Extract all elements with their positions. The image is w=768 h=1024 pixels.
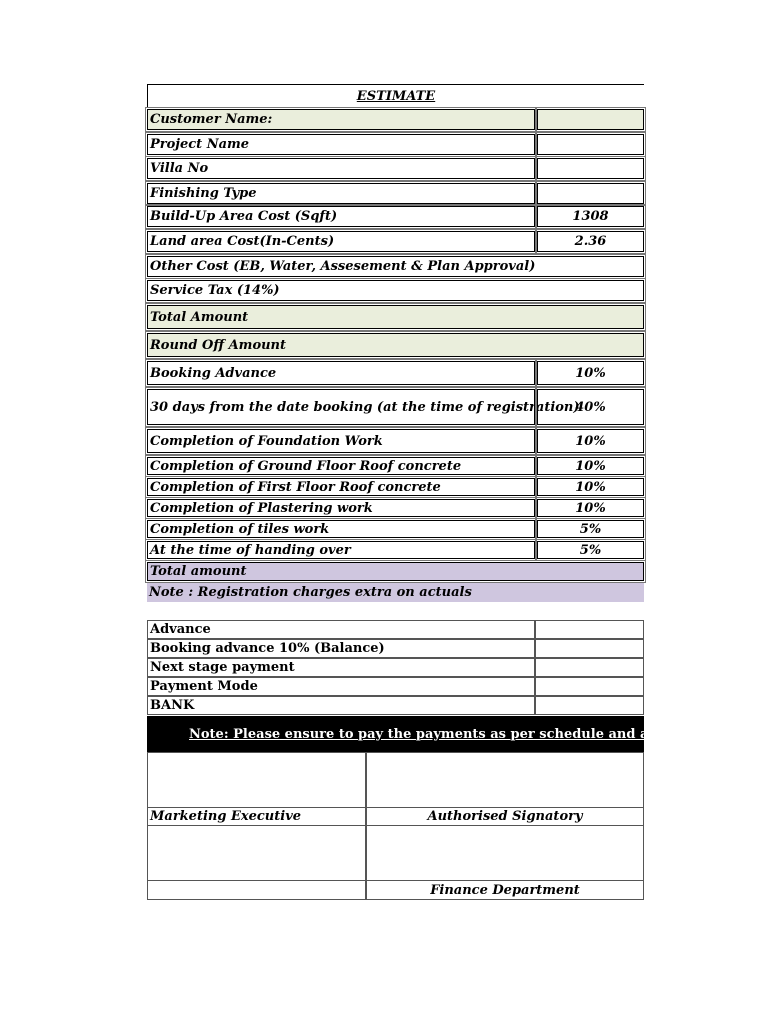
- land-area-value: 2.36: [537, 231, 644, 252]
- estimate-sheet: [147, 84, 701, 904]
- payment-mode-value[interactable]: [535, 677, 644, 696]
- schedule-row: [147, 499, 644, 517]
- finance-label-row: [147, 880, 644, 900]
- schedule-row: [147, 457, 644, 475]
- payment-mode-label: Payment Mode: [147, 677, 535, 696]
- land-area-row: [147, 231, 644, 252]
- round-off-label: Round Off Amount: [147, 333, 644, 357]
- round-off-row: [147, 333, 644, 357]
- schedule-row: [147, 389, 644, 425]
- schedule-row: [147, 520, 644, 538]
- marketing-executive-label: Marketing Executive: [147, 807, 366, 826]
- build-up-label: Build-Up Area Cost (Sqft): [147, 206, 535, 227]
- finishing-type-label: Finishing Type: [147, 183, 535, 204]
- payment-note-banner: [147, 716, 701, 752]
- authorised-signatory-label: Authorised Signatory: [366, 807, 644, 826]
- villa-no-row: [147, 158, 644, 179]
- schedule-percent: 10%: [537, 499, 644, 517]
- project-name-value[interactable]: [537, 134, 644, 155]
- schedule-label: Completion of Ground Floor Roof concrete: [147, 457, 535, 475]
- note-registration: Note : Registration charges extra on actuals: [147, 583, 644, 602]
- booking-balance-label: Booking advance 10% (Balance): [147, 639, 535, 658]
- schedule-label: Completion of Plastering work: [147, 499, 535, 517]
- payment-note-text: Note: Please ensure to pay the payments as per schedule and avoid de: [189, 726, 701, 742]
- schedule-label: 30 days from the date booking (at the time of registration): [147, 389, 535, 425]
- next-stage-value[interactable]: [535, 658, 644, 677]
- project-name-label: Project Name: [147, 134, 535, 155]
- payment-row-booking-balance: [147, 639, 644, 658]
- schedule-label: At the time of handing over: [147, 541, 535, 559]
- signature-label-row: [147, 807, 644, 826]
- total-amount-row: [147, 305, 644, 329]
- schedule-label: Completion of First Floor Roof concrete: [147, 478, 535, 496]
- schedule-label: Completion of Foundation Work: [147, 429, 535, 453]
- finance-signature-space: [366, 825, 644, 881]
- marketing-signature-space: [147, 752, 366, 808]
- bank-value[interactable]: [535, 696, 644, 715]
- other-cost-label: Other Cost (EB, Water, Assesement & Plan Approval): [147, 256, 644, 277]
- payment-row-bank: [147, 696, 644, 715]
- finance-department-label: Finance Department: [366, 880, 644, 900]
- bank-label: BANK: [147, 696, 535, 715]
- schedule-percent: 10%: [537, 429, 644, 453]
- payment-row-advance: [147, 620, 644, 639]
- schedule-percent: 10%: [537, 361, 644, 385]
- customer-name-label: Customer Name:: [147, 109, 535, 130]
- authorised-signature-space: [366, 752, 644, 808]
- land-area-label: Land area Cost(In-Cents): [147, 231, 535, 252]
- villa-no-value[interactable]: [537, 158, 644, 179]
- schedule-row: [147, 478, 644, 496]
- service-tax-row: [147, 280, 644, 301]
- left-blank-space: [147, 825, 366, 881]
- schedule-total-row: [147, 562, 644, 581]
- finishing-type-value[interactable]: [537, 183, 644, 204]
- finance-space-row: [147, 825, 644, 881]
- advance-value[interactable]: [535, 620, 644, 639]
- title-row: [147, 84, 644, 108]
- finishing-type-row: [147, 183, 644, 204]
- build-up-value: 1308: [537, 206, 644, 227]
- villa-no-label: Villa No: [147, 158, 535, 179]
- build-up-row: [147, 206, 644, 227]
- schedule-percent: 5%: [537, 520, 644, 538]
- note-registration-row: [147, 583, 644, 602]
- payment-row-mode: [147, 677, 644, 696]
- estimate-title: ESTIMATE: [147, 84, 644, 108]
- schedule-row: [147, 361, 644, 385]
- customer-name-row: [147, 109, 644, 130]
- schedule-percent: 10%: [537, 457, 644, 475]
- schedule-row: [147, 541, 644, 559]
- left-blank-cell: [147, 880, 366, 900]
- schedule-percent: 10%: [537, 478, 644, 496]
- advance-label: Advance: [147, 620, 535, 639]
- schedule-percent: 40%: [537, 389, 644, 425]
- project-name-row: [147, 134, 644, 155]
- schedule-percent: 5%: [537, 541, 644, 559]
- payment-row-next-stage: [147, 658, 644, 677]
- signature-space-row: [147, 752, 644, 808]
- next-stage-label: Next stage payment: [147, 658, 535, 677]
- service-tax-label: Service Tax (14%): [147, 280, 644, 301]
- schedule-label: Booking Advance: [147, 361, 535, 385]
- schedule-total-label: Total amount: [147, 562, 644, 581]
- other-cost-row: [147, 256, 644, 277]
- schedule-label: Completion of tiles work: [147, 520, 535, 538]
- total-amount-label: Total Amount: [147, 305, 644, 329]
- customer-name-value[interactable]: [537, 109, 644, 130]
- schedule-row: [147, 429, 644, 453]
- booking-balance-value[interactable]: [535, 639, 644, 658]
